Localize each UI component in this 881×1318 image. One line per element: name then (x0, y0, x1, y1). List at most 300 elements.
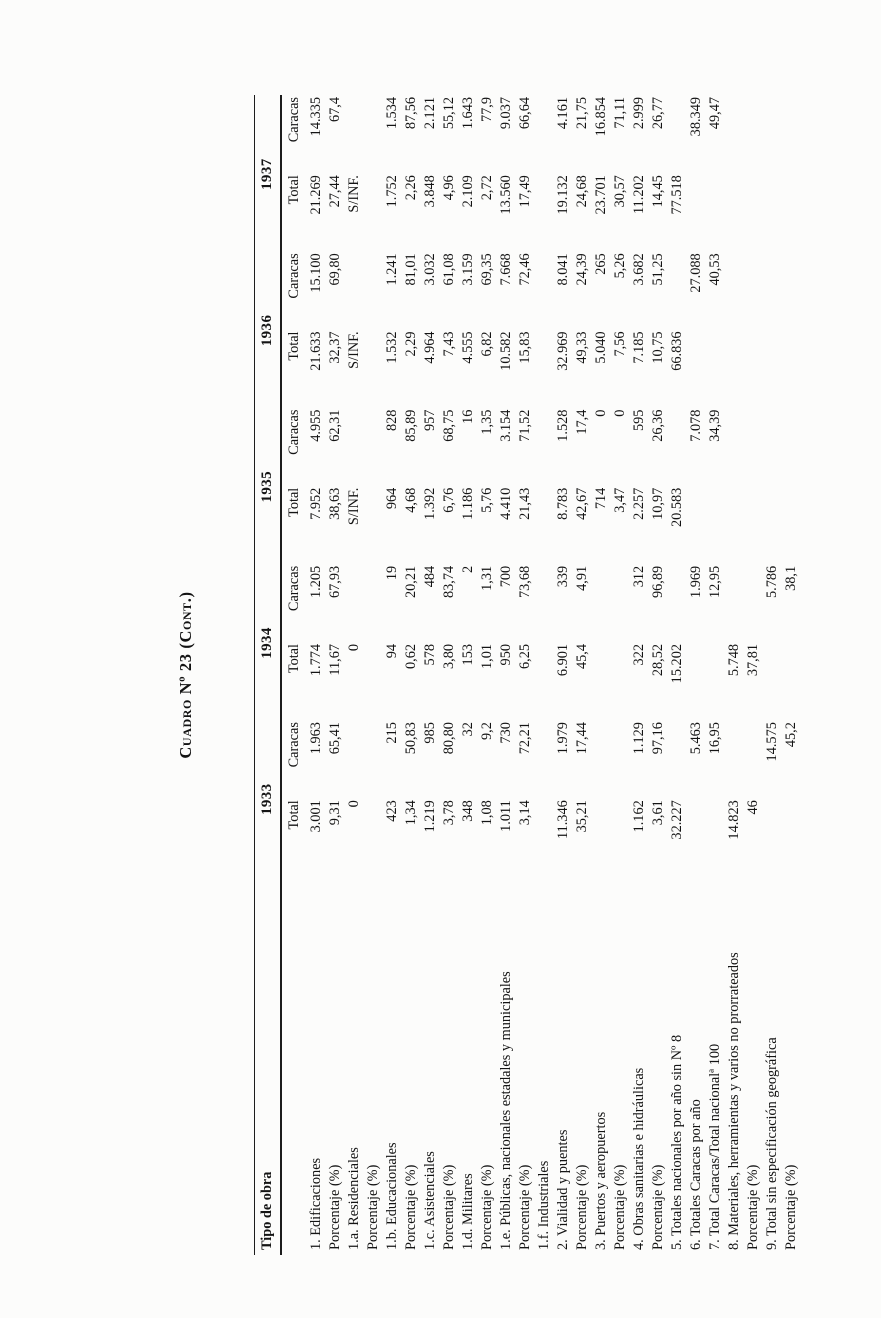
value-cell (782, 95, 801, 173)
value-cell: 1.186 (460, 487, 476, 520)
subcolumn-header: Caracas (286, 722, 302, 768)
value-cell: 7.952 (308, 487, 324, 520)
value-cell (687, 173, 706, 251)
row-label: 1.d. Militares (460, 1173, 476, 1250)
value-cell: 957 (422, 409, 438, 432)
row-label: Porcentaje (%) (517, 1164, 533, 1250)
table-row (364, 95, 383, 1255)
row-label: Porcentaje (%) (574, 1164, 590, 1250)
table-row (383, 95, 402, 1255)
value-cell: 3,14 (517, 800, 533, 826)
table-row (611, 95, 630, 1255)
value-cell: 0 (612, 409, 628, 417)
value-cell: 1.392 (422, 487, 438, 520)
value-cell (535, 408, 554, 486)
subcolumn-header: Caracas (286, 409, 302, 455)
value-cell: 4.955 (308, 409, 324, 442)
value-cell: 50,83 (403, 722, 419, 755)
value-cell (744, 720, 763, 798)
value-cell: 3.001 (308, 800, 324, 833)
subheader-row (281, 95, 307, 1255)
value-cell: 7,43 (441, 331, 457, 357)
value-cell: 484 (422, 565, 438, 588)
value-cell: 23.701 (593, 175, 609, 215)
row-label: Porcentaje (%) (441, 1164, 457, 1250)
value-cell (725, 251, 744, 329)
value-cell: 17,49 (517, 175, 533, 208)
year-header: 1933 (255, 720, 282, 876)
value-cell (592, 798, 611, 876)
value-cell (687, 798, 706, 876)
value-cell (782, 329, 801, 407)
value-cell: 4,96 (441, 175, 457, 201)
value-cell (535, 173, 554, 251)
value-cell: 27.088 (688, 253, 704, 293)
value-cell: S/INF. (346, 331, 362, 369)
value-cell (706, 329, 725, 407)
subcolumn-header: Total (286, 643, 302, 674)
row-label: 1.b. Educacionales (384, 1142, 400, 1250)
value-cell (364, 720, 383, 798)
value-cell: 15.202 (669, 643, 685, 684)
value-cell: 72,21 (517, 722, 533, 755)
value-cell: 11.202 (631, 175, 647, 214)
table-row (687, 95, 706, 1255)
value-cell (706, 173, 725, 251)
value-cell: 1.532 (384, 331, 400, 364)
value-cell: 14.335 (308, 97, 324, 137)
value-cell (763, 173, 782, 251)
row-label: 2. Vialidad y puentes (555, 1129, 571, 1250)
value-cell (345, 564, 364, 642)
value-cell: 4.410 (498, 487, 514, 520)
value-cell: 1.969 (688, 565, 704, 599)
value-cell (364, 486, 383, 564)
value-cell: 10,75 (650, 331, 666, 364)
value-cell (611, 564, 630, 642)
value-cell: 1.241 (384, 253, 400, 286)
value-cell: 35,21 (574, 800, 590, 833)
value-cell: 3.154 (498, 409, 514, 442)
value-cell: 950 (498, 643, 514, 666)
value-cell (535, 95, 554, 173)
row-label: Porcentaje (%) (365, 1164, 381, 1250)
value-cell: 7.668 (498, 253, 514, 286)
value-cell: 37,81 (745, 643, 761, 677)
value-cell (364, 329, 383, 407)
value-cell: 51,25 (650, 253, 666, 286)
value-cell (345, 251, 364, 329)
value-cell: 1.752 (384, 175, 400, 208)
subcolumn-header: Total (286, 800, 302, 830)
value-cell: 38,1 (783, 565, 799, 591)
row-label: 8. Materiales, herramientas y varios no prorrateados (726, 952, 742, 1250)
year-header: 1936 (255, 251, 282, 407)
value-cell: 595 (631, 409, 647, 432)
value-cell: 72,46 (517, 253, 533, 286)
value-cell (763, 486, 782, 564)
value-cell: 1,31 (479, 565, 495, 591)
value-cell: 9.037 (498, 97, 514, 130)
value-cell: 94 (384, 643, 400, 659)
value-cell (668, 408, 687, 486)
value-cell: 11.346 (555, 800, 571, 840)
value-cell (364, 798, 383, 876)
value-cell (725, 564, 744, 642)
row-label: Porcentaje (%) (745, 1164, 761, 1250)
value-cell: 46 (745, 800, 761, 815)
value-cell: 8.783 (555, 487, 571, 520)
table-row (440, 95, 459, 1255)
value-cell: 27,44 (327, 175, 343, 208)
value-cell (345, 408, 364, 486)
value-cell: 985 (422, 722, 438, 744)
table-title: Cuadro Nº 23 (Cont.) (176, 591, 195, 759)
table-row (668, 95, 687, 1255)
value-cell: 16.854 (593, 97, 609, 137)
value-cell: 15,83 (517, 331, 533, 364)
value-cell (668, 720, 687, 798)
table-row (725, 95, 744, 1255)
value-cell: 828 (384, 409, 400, 432)
value-cell (725, 486, 744, 564)
value-cell: 14,45 (650, 175, 666, 208)
table-row (592, 95, 611, 1255)
table-row (345, 95, 364, 1255)
row-label: Porcentaje (%) (479, 1164, 495, 1250)
value-cell: 964 (384, 487, 400, 510)
year-header: 1935 (255, 408, 282, 564)
value-cell: 2,26 (403, 175, 419, 201)
value-cell (364, 408, 383, 486)
value-cell: 700 (498, 565, 514, 588)
value-cell: 0 (346, 800, 362, 808)
value-cell: 34,39 (707, 409, 723, 442)
value-cell (535, 720, 554, 798)
value-cell (744, 329, 763, 407)
value-cell: 81,01 (403, 253, 419, 286)
value-cell (744, 95, 763, 173)
value-cell: 1.011 (498, 800, 514, 832)
row-label: 9. Total sin especificación geográfica (764, 1037, 780, 1250)
value-cell (744, 564, 763, 642)
value-cell (763, 251, 782, 329)
value-cell: 215 (384, 722, 400, 744)
value-cell: 1.979 (555, 722, 571, 755)
value-cell: 1.534 (384, 97, 400, 130)
value-cell: 339 (555, 565, 571, 588)
table-row (573, 95, 592, 1255)
value-cell: 14.823 (726, 800, 742, 840)
value-cell (706, 486, 725, 564)
value-cell (364, 564, 383, 642)
value-cell: 17,44 (574, 722, 590, 755)
table-row (649, 95, 668, 1255)
value-cell: 49,47 (707, 97, 723, 130)
value-cell: 3,47 (612, 487, 628, 513)
value-cell: 322 (631, 643, 647, 666)
value-cell: 0,62 (403, 643, 419, 670)
value-cell (364, 251, 383, 329)
value-cell (763, 642, 782, 720)
value-cell: 11,67 (327, 643, 343, 676)
table-row (421, 95, 440, 1255)
value-cell: 3.848 (422, 175, 438, 208)
value-cell: 16 (460, 409, 476, 424)
row-label: 4. Obras sanitarias e hidráulicas (631, 1067, 647, 1250)
subcolumn-header: Total (286, 175, 302, 205)
value-cell: 3.032 (422, 253, 438, 286)
value-cell: 1,34 (403, 800, 419, 826)
value-cell: 77.518 (669, 175, 685, 215)
table-row (326, 95, 345, 1255)
value-cell: 3.682 (631, 253, 647, 286)
value-cell: 4,91 (574, 565, 590, 591)
value-cell: 7.078 (688, 409, 704, 442)
value-cell: 55,12 (441, 97, 457, 130)
value-cell: 97,16 (650, 722, 666, 755)
value-cell: 5.040 (593, 331, 609, 364)
table-head (255, 95, 308, 1255)
value-cell: 21,43 (517, 487, 533, 520)
value-cell: 1.205 (308, 565, 324, 599)
corner-header-tipo-de-obra: Tipo de obra (255, 876, 282, 1255)
subcolumn-header: Caracas (286, 97, 302, 143)
row-label: 1.a. Residenciales (346, 1147, 362, 1250)
value-cell: 2 (460, 565, 476, 573)
value-cell (535, 329, 554, 407)
value-cell: 1.528 (555, 409, 571, 442)
value-cell: 80,80 (441, 722, 457, 755)
value-cell: 12,95 (707, 565, 723, 599)
value-cell: 19.132 (555, 175, 571, 215)
value-cell (592, 642, 611, 720)
value-cell: 7,56 (612, 331, 628, 357)
value-cell (763, 95, 782, 173)
value-cell: 2,72 (479, 175, 495, 201)
row-label: 1. Edificaciones (308, 1157, 324, 1250)
value-cell: 21,75 (574, 97, 590, 130)
value-cell: 3,78 (441, 800, 457, 826)
value-cell: 83,74 (441, 565, 457, 599)
subheader-spacer (281, 876, 307, 1255)
table-row (516, 95, 535, 1255)
value-cell: 20,21 (403, 565, 419, 599)
value-cell: 0 (346, 643, 362, 652)
value-cell: 578 (422, 643, 438, 666)
value-cell: 68,75 (441, 409, 457, 442)
value-cell (744, 251, 763, 329)
row-label: 7. Total Caracas/Total nacionalª 100 (707, 1043, 723, 1250)
value-cell: 3,80 (441, 643, 457, 670)
value-cell: 14.575 (764, 722, 780, 762)
value-cell: 423 (384, 800, 400, 822)
value-cell (535, 642, 554, 720)
value-cell (668, 564, 687, 642)
value-cell (782, 798, 801, 876)
value-cell: 24,39 (574, 253, 590, 286)
value-cell: 2,29 (403, 331, 419, 357)
value-cell (364, 642, 383, 720)
value-cell (611, 798, 630, 876)
value-cell: 96,89 (650, 565, 666, 599)
value-cell: 32,37 (327, 331, 343, 364)
row-label: 3. Puertos y aeropuertos (593, 1111, 609, 1250)
value-cell: 348 (460, 800, 476, 822)
value-cell (725, 329, 744, 407)
value-cell (725, 720, 744, 798)
value-cell: 1.162 (631, 800, 647, 833)
rotated-table-container (130, 95, 806, 1255)
value-cell: 4.964 (422, 331, 438, 364)
value-cell: 28,52 (650, 643, 666, 677)
value-cell (668, 251, 687, 329)
value-cell (345, 95, 364, 173)
value-cell: 730 (498, 722, 514, 744)
value-cell: S/INF. (346, 487, 362, 526)
value-cell: 1.643 (460, 97, 476, 130)
value-cell: 1.129 (631, 722, 647, 755)
subcolumn-header: Total (286, 487, 302, 517)
value-cell: 15.100 (308, 253, 324, 293)
table-row (744, 95, 763, 1255)
value-cell: 5.748 (726, 643, 742, 677)
value-cell: 49,33 (574, 331, 590, 364)
value-cell: 45,2 (783, 722, 799, 748)
year-header: 1937 (255, 95, 282, 251)
value-cell: 71,11 (612, 97, 628, 129)
value-cell: 6,25 (517, 643, 533, 670)
value-cell (535, 251, 554, 329)
value-cell (364, 173, 383, 251)
value-cell: 1.774 (308, 643, 324, 677)
row-label: Porcentaje (%) (327, 1164, 343, 1250)
row-label: 5. Totales nacionales por año sin Nº 8 (669, 1034, 685, 1250)
row-label: Porcentaje (%) (612, 1164, 628, 1250)
value-cell (687, 329, 706, 407)
value-cell: 32 (460, 722, 476, 737)
value-cell: S/INF. (346, 175, 362, 213)
row-label: 6. Totales Caracas por año (688, 1099, 704, 1250)
value-cell (782, 486, 801, 564)
subcolumn-header: Total (286, 331, 302, 361)
value-cell: 73,68 (517, 565, 533, 599)
value-cell: 2.257 (631, 487, 647, 520)
value-cell (592, 720, 611, 798)
value-cell (782, 642, 801, 720)
value-cell (763, 329, 782, 407)
value-cell: 3.159 (460, 253, 476, 286)
value-cell: 10,97 (650, 487, 666, 520)
value-cell (668, 95, 687, 173)
value-cell: 69,80 (327, 253, 343, 286)
value-cell: 85,89 (403, 409, 419, 442)
value-cell: 87,56 (403, 97, 419, 130)
value-cell: 2.999 (631, 97, 647, 130)
value-cell: 6,82 (479, 331, 495, 357)
row-label: 1.f. Industriales (536, 1160, 552, 1250)
value-cell: 71,52 (517, 409, 533, 442)
value-cell: 9,31 (327, 800, 343, 826)
value-cell: 17,4 (574, 409, 590, 435)
value-cell: 5,76 (479, 487, 495, 513)
value-cell: 62,31 (327, 409, 343, 442)
value-cell: 1.963 (308, 722, 324, 755)
value-cell: 4.555 (460, 331, 476, 364)
value-cell (687, 486, 706, 564)
subcolumn-header: Caracas (286, 253, 302, 299)
value-cell: 13.560 (498, 175, 514, 215)
value-cell: 4,68 (403, 487, 419, 513)
value-cell: 312 (631, 565, 647, 588)
cuadro-23-table (254, 95, 801, 1255)
value-cell: 32.969 (555, 331, 571, 371)
value-cell: 19 (384, 565, 400, 581)
value-cell: 67,93 (327, 565, 343, 599)
value-cell: 16,95 (707, 722, 723, 755)
value-cell (535, 564, 554, 642)
value-cell: 265 (593, 253, 609, 275)
value-cell: 40,53 (707, 253, 723, 286)
value-cell: 26,77 (650, 97, 666, 130)
value-cell: 21.269 (308, 175, 324, 215)
value-cell: 42,67 (574, 487, 590, 520)
value-cell (611, 642, 630, 720)
value-cell (611, 720, 630, 798)
row-label: Porcentaje (%) (403, 1164, 419, 1250)
table-row (497, 95, 516, 1255)
value-cell (725, 408, 744, 486)
value-cell (782, 251, 801, 329)
value-cell: 3,61 (650, 800, 666, 826)
value-cell: 1,35 (479, 409, 495, 435)
value-cell (744, 486, 763, 564)
table-row (307, 95, 326, 1255)
value-cell: 24,68 (574, 175, 590, 208)
year-header: 1934 (255, 564, 282, 720)
value-cell (782, 173, 801, 251)
value-cell: 6.901 (555, 643, 571, 677)
value-cell: 5,26 (612, 253, 628, 279)
value-cell (687, 642, 706, 720)
table-row (459, 95, 478, 1255)
value-cell: 2.109 (460, 175, 476, 208)
value-cell: 38.349 (688, 97, 704, 137)
value-cell: 26,36 (650, 409, 666, 442)
subcolumn-header: Caracas (286, 565, 302, 612)
value-cell: 30,57 (612, 175, 628, 208)
value-cell: 61,08 (441, 253, 457, 286)
value-cell: 66.836 (669, 331, 685, 371)
value-cell: 45,4 (574, 643, 590, 670)
value-cell: 8.041 (555, 253, 571, 286)
value-cell (725, 173, 744, 251)
value-cell: 2.121 (422, 97, 438, 130)
value-cell: 67,4 (327, 97, 343, 123)
value-cell (535, 798, 554, 876)
table-row (782, 95, 801, 1255)
value-cell: 5.786 (764, 565, 780, 599)
value-cell: 1.219 (422, 800, 438, 833)
value-cell: 7.185 (631, 331, 647, 364)
value-cell (744, 408, 763, 486)
value-cell (706, 642, 725, 720)
value-cell (744, 173, 763, 251)
value-cell (364, 95, 383, 173)
value-cell: 4.161 (555, 97, 571, 130)
value-cell: 65,41 (327, 722, 343, 755)
value-cell: 20.583 (669, 487, 685, 528)
